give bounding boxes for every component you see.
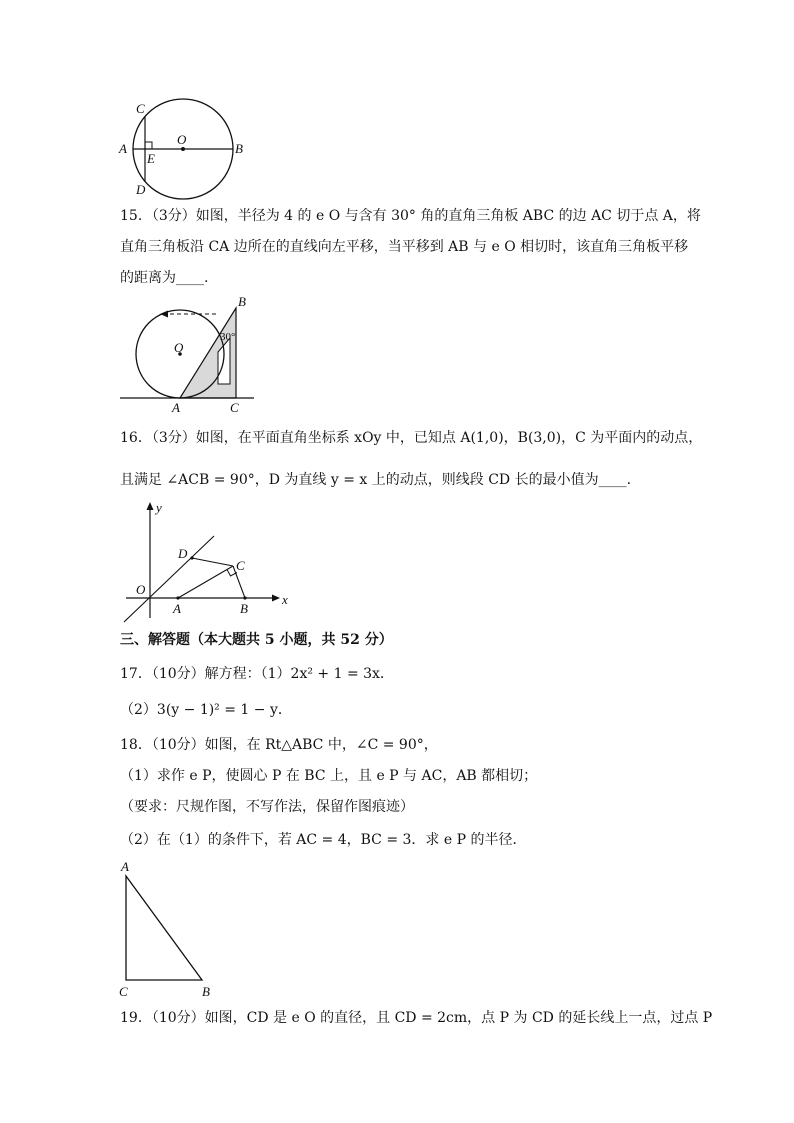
label-x: x bbox=[282, 592, 288, 607]
label-y: y bbox=[156, 500, 162, 515]
label-a: A bbox=[119, 141, 127, 156]
center-point bbox=[181, 147, 185, 151]
label-o: O bbox=[177, 132, 187, 147]
q16-line1: 16．（3分）如图，在平面直角坐标系 xOy 中，已知点 A(1,0)，B(3,0)，C 为平面内的动点， bbox=[120, 430, 703, 446]
point-a bbox=[176, 596, 179, 599]
label-b: B bbox=[202, 984, 210, 999]
q17-line1: 17．（10分）解方程：（1）2x² + 1 = 3x． bbox=[120, 666, 394, 682]
right-angle-mark bbox=[145, 142, 152, 149]
q17-line2: （2）3(y − 1)² = 1 − y． bbox=[120, 702, 292, 718]
q18-line1: 18．（10分）如图，在 Rt△ABC 中，∠C = 90°， bbox=[120, 737, 438, 753]
label-a: A bbox=[121, 859, 129, 874]
q15-line1: 15．（3分）如图，半径为 4 的 e O 与含有 30° 角的直角三角板 ABC 的边 AC 切于点 A，将 bbox=[120, 208, 701, 224]
label-c: C bbox=[119, 984, 128, 999]
figure-circle-triangle bbox=[116, 294, 264, 416]
label-d: D bbox=[136, 182, 146, 197]
label-c: C bbox=[230, 400, 239, 415]
figure-circle-chord bbox=[112, 94, 252, 200]
label-angle: 30° bbox=[220, 331, 236, 343]
label-o: O bbox=[174, 340, 184, 355]
label-a: A bbox=[173, 601, 181, 616]
q19-line1: 19．（10分）如图，CD 是 e O 的直径，且 CD = 2cm，点 P 为 CD 的延长线上一点，过点 P bbox=[120, 1010, 713, 1026]
label-b: B bbox=[235, 141, 243, 156]
figure-coordinate-plane bbox=[116, 500, 300, 626]
figure-right-triangle bbox=[112, 856, 222, 1000]
q18-line2: （1）求作 e P，使圆心 P 在 BC 上，且 e P 与 AC，AB 都相切； bbox=[120, 768, 538, 784]
point-d bbox=[190, 556, 193, 559]
q16-line2: 且满足 ∠ACB = 90°，D 为直线 y = x 上的动点，则线段 CD 长的最小值为____. bbox=[120, 472, 632, 488]
q18-line3: （要求：尺规作图，不写作法，保留作图痕迹） bbox=[120, 799, 414, 815]
point-b bbox=[243, 596, 246, 599]
label-d: D bbox=[178, 546, 188, 561]
label-c: C bbox=[136, 101, 145, 116]
arrow-head-icon bbox=[160, 311, 168, 318]
segment-dc bbox=[192, 558, 233, 566]
segment-ac bbox=[178, 566, 233, 598]
label-o: O bbox=[136, 582, 146, 597]
y-axis-arrow-icon bbox=[147, 502, 154, 510]
label-e: E bbox=[147, 151, 155, 166]
q15-line2: 直角三角板沿 CA 边所在的直线向左平移，当平移到 AB 与 e O 相切时，该直角三角板平移 bbox=[120, 239, 689, 255]
section-heading: 三、解答题（本大题共 5 小题，共 52 分） bbox=[120, 632, 393, 648]
q15-line3: 的距离为____. bbox=[120, 270, 209, 286]
line-y-equals-x bbox=[124, 536, 214, 622]
label-b: B bbox=[238, 294, 246, 309]
label-c: C bbox=[236, 558, 245, 573]
x-axis-arrow-icon bbox=[272, 595, 280, 602]
label-a: A bbox=[172, 400, 180, 415]
label-b: B bbox=[240, 601, 248, 616]
q18-line4: （2）在（1）的条件下，若 AC = 4，BC = 3．求 e P 的半径． bbox=[120, 832, 527, 848]
triangle-abc bbox=[126, 876, 202, 980]
